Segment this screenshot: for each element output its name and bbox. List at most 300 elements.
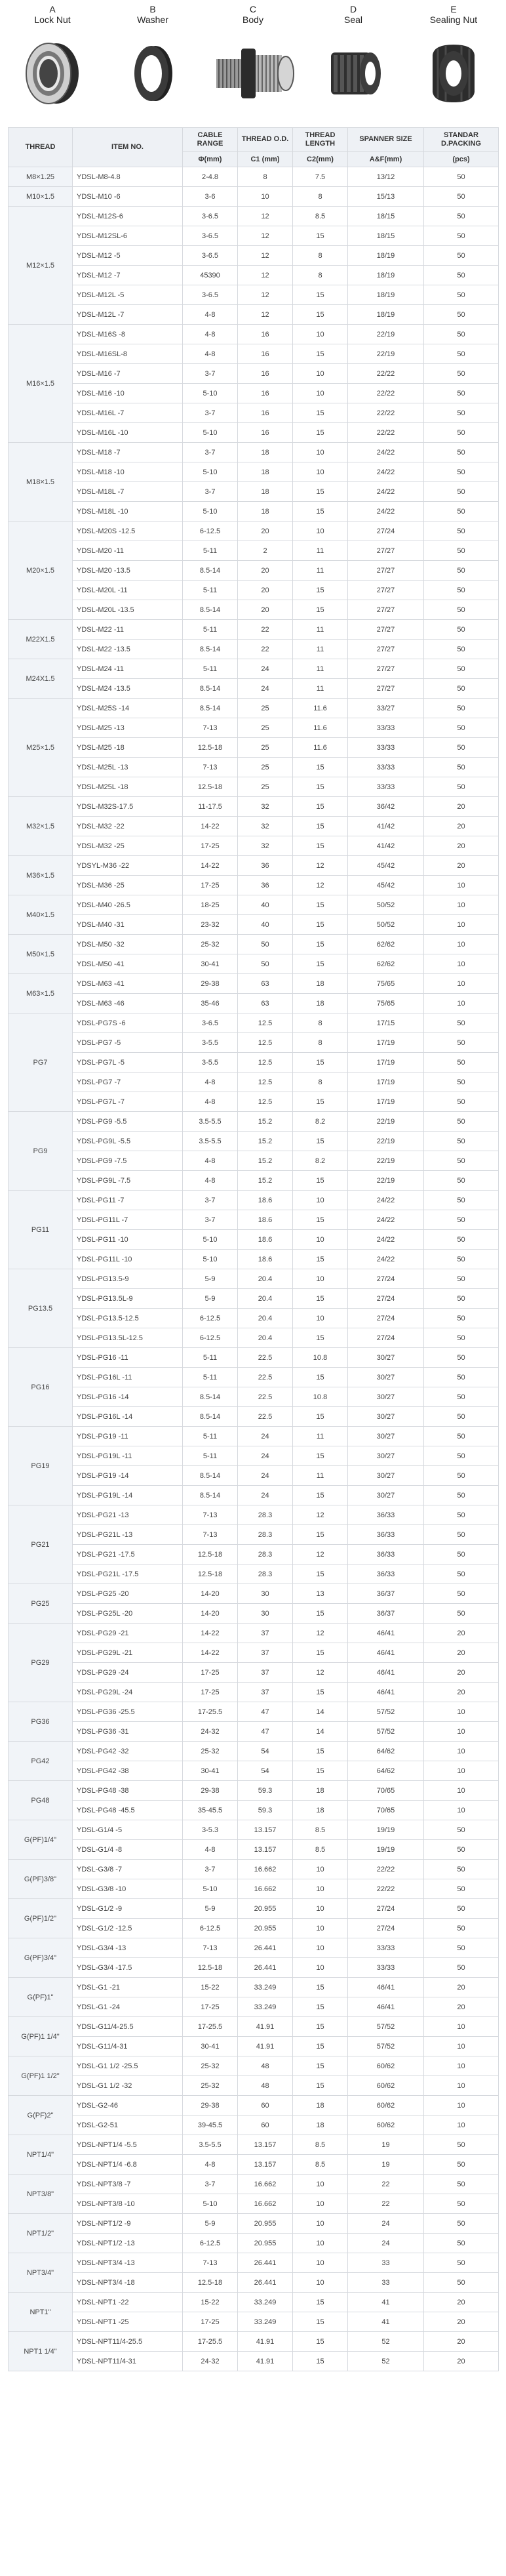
table-row	[9, 266, 499, 285]
table-row	[9, 246, 499, 266]
cable-range-cell: 7-13	[183, 1525, 238, 1545]
table-row	[9, 640, 499, 659]
item-no-cell: YDSL-PG11 -10	[73, 1230, 183, 1250]
header-cable-range: CABLE RANGE	[183, 128, 238, 152]
thread-length-cell: 8.5	[293, 207, 348, 226]
thread-length-cell: 10	[293, 462, 348, 482]
item-no-cell: YDSL-G1 1/2 -32	[73, 2076, 183, 2096]
item-no-cell: YDSL-PG7 -5	[73, 1033, 183, 1053]
cable-range-cell: 25-32	[183, 2056, 238, 2076]
table-row	[9, 403, 499, 423]
thread-od-cell: 15.2	[238, 1171, 293, 1191]
spanner-size-cell: 19/19	[348, 1820, 424, 1840]
packing-cell: 50	[424, 1446, 499, 1466]
packing-cell: 50	[424, 640, 499, 659]
packing-cell: 20	[424, 1978, 499, 1997]
thread-od-cell: 26.441	[238, 2253, 293, 2273]
thread-od-cell: 12	[238, 226, 293, 246]
spanner-size-cell: 27/24	[348, 521, 424, 541]
spanner-size-cell: 24/22	[348, 1230, 424, 1250]
table-row	[9, 1446, 499, 1466]
packing-cell: 20	[424, 797, 499, 817]
packing-cell: 50	[424, 1132, 499, 1151]
component-c	[207, 4, 299, 115]
unit-spanner: A&F(mm)	[348, 152, 424, 167]
thread-od-cell: 16.662	[238, 2175, 293, 2194]
item-no-cell: YDSL-M18 -7	[73, 443, 183, 462]
packing-cell: 50	[424, 1112, 499, 1132]
packing-cell: 50	[424, 2194, 499, 2214]
cable-range-cell: 14-22	[183, 1624, 238, 1643]
thread-cell: NPT3/8"	[9, 2175, 73, 2214]
item-no-cell: YDSL-M24 -11	[73, 659, 183, 679]
item-no-cell: YDSL-PG13.5-9	[73, 1269, 183, 1289]
table-row	[9, 659, 499, 679]
spanner-size-cell: 27/27	[348, 541, 424, 561]
thread-length-cell: 10	[293, 1958, 348, 1978]
thread-od-cell: 20.4	[238, 1289, 293, 1309]
spanner-size-cell: 52	[348, 2352, 424, 2371]
spanner-size-cell: 22/19	[348, 1132, 424, 1151]
table-row	[9, 620, 499, 640]
table-row	[9, 856, 499, 876]
thread-od-cell: 25	[238, 718, 293, 738]
spanner-size-cell: 27/27	[348, 640, 424, 659]
thread-cell: PG16	[9, 1348, 73, 1427]
spanner-size-cell: 75/65	[348, 994, 424, 1013]
thread-od-cell: 26.441	[238, 2273, 293, 2293]
cable-range-cell: 17-25	[183, 1997, 238, 2017]
item-no-cell: YDSL-PG25 -20	[73, 1584, 183, 1604]
packing-cell: 50	[424, 502, 499, 521]
item-no-cell: YDSL-M32 -22	[73, 817, 183, 836]
thread-length-cell: 10	[293, 364, 348, 384]
cable-range-cell: 5-11	[183, 541, 238, 561]
cable-range-cell: 3.5-5.5	[183, 1112, 238, 1132]
cable-range-cell: 3.5-5.5	[183, 2135, 238, 2155]
spanner-size-cell: 36/33	[348, 1545, 424, 1564]
cable-range-cell: 5-11	[183, 620, 238, 640]
table-row	[9, 1840, 499, 1860]
thread-length-cell: 12	[293, 1545, 348, 1564]
packing-cell: 50	[424, 1309, 499, 1328]
item-no-cell: YDSL-G1/4 -8	[73, 1840, 183, 1860]
table-row	[9, 1368, 499, 1387]
thread-length-cell: 11	[293, 620, 348, 640]
thread-length-cell: 8.5	[293, 1820, 348, 1840]
thread-od-cell: 16	[238, 364, 293, 384]
cable-range-cell: 8.5-14	[183, 640, 238, 659]
cable-range-cell: 12.5-18	[183, 738, 238, 758]
spanner-size-cell: 33	[348, 2253, 424, 2273]
thread-od-cell: 20.4	[238, 1269, 293, 1289]
cable-range-cell: 18-25	[183, 895, 238, 915]
item-no-cell: YDSL-PG29L -21	[73, 1643, 183, 1663]
item-no-cell: YDSL-G11/4-31	[73, 2037, 183, 2056]
thread-od-cell: 18	[238, 443, 293, 462]
cable-range-cell: 3.5-5.5	[183, 1132, 238, 1151]
spanner-size-cell: 27/27	[348, 659, 424, 679]
item-no-cell: YDSL-PG11 -7	[73, 1191, 183, 1210]
component-b	[107, 4, 199, 115]
thread-length-cell: 10	[293, 521, 348, 541]
thread-length-cell: 15	[293, 1486, 348, 1505]
packing-cell: 10	[424, 1742, 499, 1761]
item-no-cell: YDSL-PG19 -14	[73, 1466, 183, 1486]
thread-od-cell: 16.662	[238, 1879, 293, 1899]
spanner-size-cell: 27/24	[348, 1309, 424, 1328]
spanner-size-cell: 30/27	[348, 1427, 424, 1446]
cable-range-cell: 3-5.5	[183, 1053, 238, 1073]
thread-cell: PG11	[9, 1191, 73, 1269]
thread-od-cell: 18.6	[238, 1210, 293, 1230]
packing-cell: 50	[424, 620, 499, 640]
cable-range-cell: 30-41	[183, 2037, 238, 2056]
packing-cell: 50	[424, 187, 499, 207]
item-no-cell: YDSL-PG16 -14	[73, 1387, 183, 1407]
thread-cell: G(PF)1 1/2"	[9, 2056, 73, 2096]
thread-cell: M63×1.5	[9, 974, 73, 1013]
cable-range-cell: 5-10	[183, 1250, 238, 1269]
thread-od-cell: 33.249	[238, 1997, 293, 2017]
spanner-size-cell: 75/65	[348, 974, 424, 994]
spanner-size-cell: 22	[348, 2175, 424, 2194]
spanner-size-cell: 22/22	[348, 403, 424, 423]
cable-range-cell: 17-25	[183, 1683, 238, 1702]
table-row	[9, 2017, 499, 2037]
thread-od-cell: 22.5	[238, 1407, 293, 1427]
cable-range-cell: 14-22	[183, 856, 238, 876]
cable-range-cell: 5-9	[183, 1289, 238, 1309]
packing-cell: 10	[424, 954, 499, 974]
table-row	[9, 1309, 499, 1328]
table-row	[9, 502, 499, 521]
packing-cell: 50	[424, 1289, 499, 1309]
thread-length-cell: 12	[293, 856, 348, 876]
item-no-cell: YDSL-M25S -14	[73, 699, 183, 718]
thread-length-cell: 18	[293, 1781, 348, 1801]
thread-length-cell: 15	[293, 1250, 348, 1269]
thread-length-cell: 8	[293, 1073, 348, 1092]
table-row	[9, 2037, 499, 2056]
packing-cell: 50	[424, 1269, 499, 1289]
cable-range-cell: 5-10	[183, 384, 238, 403]
thread-od-cell: 12	[238, 305, 293, 325]
item-no-cell: YDSL-M63 -41	[73, 974, 183, 994]
thread-length-cell: 18	[293, 2096, 348, 2116]
cable-range-cell: 23-32	[183, 915, 238, 935]
thread-length-cell: 8	[293, 246, 348, 266]
item-no-cell: YDSL-PG11L -10	[73, 1250, 183, 1269]
cable-range-cell: 5-11	[183, 1368, 238, 1387]
packing-cell: 50	[424, 659, 499, 679]
thread-od-cell: 22.5	[238, 1348, 293, 1368]
cable-range-cell: 30-41	[183, 954, 238, 974]
thread-od-cell: 12.5	[238, 1053, 293, 1073]
thread-od-cell: 28.3	[238, 1545, 293, 1564]
spanner-size-cell: 30/27	[348, 1348, 424, 1368]
header-thread: THREAD	[9, 128, 73, 167]
thread-length-cell: 15	[293, 954, 348, 974]
table-row	[9, 915, 499, 935]
packing-cell: 50	[424, 364, 499, 384]
thread-length-cell: 10	[293, 1269, 348, 1289]
spanner-size-cell: 27/27	[348, 561, 424, 581]
component-e	[408, 4, 499, 115]
item-no-cell: YDSL-PG25L -20	[73, 1604, 183, 1624]
thread-od-cell: 33.249	[238, 2293, 293, 2312]
item-no-cell: YDSL-PG21 -17.5	[73, 1545, 183, 1564]
spanner-size-cell: 30/27	[348, 1407, 424, 1427]
thread-cell: M40×1.5	[9, 895, 73, 935]
component-label: E Sealing Nut	[429, 4, 478, 25]
table-row	[9, 1958, 499, 1978]
item-no-cell: YDSL-M18L -7	[73, 482, 183, 502]
spanner-size-cell: 46/41	[348, 1683, 424, 1702]
cable-range-cell: 4-8	[183, 305, 238, 325]
thread-od-cell: 20	[238, 600, 293, 620]
thread-cell: M10×1.5	[9, 187, 73, 207]
thread-od-cell: 24	[238, 1427, 293, 1446]
item-no-cell: YDSL-M20S -12.5	[73, 521, 183, 541]
table-row	[9, 954, 499, 974]
item-no-cell: YDSL-M10 -6	[73, 187, 183, 207]
spanner-size-cell: 33/33	[348, 1938, 424, 1958]
table-row	[9, 1801, 499, 1820]
table-row	[9, 364, 499, 384]
packing-cell: 20	[424, 1663, 499, 1683]
spanner-size-cell: 27/27	[348, 581, 424, 600]
header-thread-length: THREAD LENGTH	[293, 128, 348, 152]
item-no-cell: YDSL-PG19L -14	[73, 1486, 183, 1505]
item-no-cell: YDSL-M20 -13.5	[73, 561, 183, 581]
thread-cell: M24X1.5	[9, 659, 73, 699]
table-row	[9, 1624, 499, 1643]
thread-cell: PG9	[9, 1112, 73, 1191]
spanner-size-cell: 24	[348, 2214, 424, 2234]
spanner-size-cell: 18/19	[348, 246, 424, 266]
spanner-size-cell: 24/22	[348, 443, 424, 462]
spanner-size-cell: 50/52	[348, 915, 424, 935]
table-row	[9, 561, 499, 581]
table-row	[9, 1702, 499, 1722]
thread-cell: G(PF)1 1/4"	[9, 2017, 73, 2056]
cable-range-cell: 17-25	[183, 1663, 238, 1683]
thread-od-cell: 36	[238, 856, 293, 876]
item-no-cell: YDSL-PG36 -25.5	[73, 1702, 183, 1722]
table-row	[9, 1781, 499, 1801]
thread-od-cell: 13.157	[238, 2155, 293, 2175]
table-row	[9, 1938, 499, 1958]
components-header	[0, 0, 506, 115]
packing-cell: 50	[424, 1427, 499, 1446]
thread-length-cell: 15	[293, 1053, 348, 1073]
thread-cell: PG7	[9, 1013, 73, 1112]
thread-length-cell: 15	[293, 2293, 348, 2312]
spanner-size-cell: 57/52	[348, 2017, 424, 2037]
packing-cell: 20	[424, 2312, 499, 2332]
thread-length-cell: 15	[293, 1978, 348, 1997]
table-header-row	[9, 128, 499, 152]
thread-od-cell: 16	[238, 384, 293, 403]
spanner-size-cell: 17/19	[348, 1073, 424, 1092]
spanner-size-cell: 62/62	[348, 935, 424, 954]
item-no-cell: YDSL-M24 -13.5	[73, 679, 183, 699]
thread-cell: G(PF)1/4"	[9, 1820, 73, 1860]
table-row	[9, 462, 499, 482]
item-no-cell: YDSL-G2-51	[73, 2116, 183, 2135]
thread-od-cell: 32	[238, 797, 293, 817]
thread-length-cell: 7.5	[293, 167, 348, 187]
thread-od-cell: 28.3	[238, 1564, 293, 1584]
component-label: D Seal	[343, 4, 363, 25]
packing-cell: 50	[424, 1407, 499, 1427]
item-no-cell: YDSL-G3/8 -7	[73, 1860, 183, 1879]
thread-od-cell: 16	[238, 325, 293, 344]
thread-od-cell: 16	[238, 344, 293, 364]
item-no-cell: YDSL-G2-46	[73, 2096, 183, 2116]
item-no-cell: YDSL-M22 -11	[73, 620, 183, 640]
item-no-cell: YDSL-M25L -18	[73, 777, 183, 797]
table-row	[9, 1112, 499, 1132]
header-packing: STANDAR D.PACKING	[424, 128, 499, 152]
table-row	[9, 1210, 499, 1230]
thread-od-cell: 32	[238, 817, 293, 836]
cable-range-cell: 35-45.5	[183, 1801, 238, 1820]
table-row	[9, 2155, 499, 2175]
packing-cell: 50	[424, 2135, 499, 2155]
thread-od-cell: 18	[238, 502, 293, 521]
spanner-size-cell: 33/33	[348, 718, 424, 738]
thread-length-cell: 15	[293, 935, 348, 954]
spanner-size-cell: 17/19	[348, 1033, 424, 1053]
thread-length-cell: 10	[293, 325, 348, 344]
packing-cell: 50	[424, 167, 499, 187]
thread-od-cell: 41.91	[238, 2332, 293, 2352]
item-no-cell: YDSL-PG13.5L-9	[73, 1289, 183, 1309]
thread-cell: PG42	[9, 1742, 73, 1781]
spanner-size-cell: 45/42	[348, 876, 424, 895]
thread-od-cell: 18.6	[238, 1230, 293, 1250]
table-row	[9, 1505, 499, 1525]
table-row	[9, 1387, 499, 1407]
cable-range-cell: 7-13	[183, 1505, 238, 1525]
cable-range-cell: 5-11	[183, 1446, 238, 1466]
spanner-size-cell: 57/52	[348, 1702, 424, 1722]
packing-cell: 50	[424, 1348, 499, 1368]
item-no-cell: YDSL-PG21 -13	[73, 1505, 183, 1525]
item-no-cell: YDSL-PG21L -17.5	[73, 1564, 183, 1584]
unit-packing: (pcs)	[424, 152, 499, 167]
item-no-cell: YDSL-M12L -5	[73, 285, 183, 305]
thread-length-cell: 18	[293, 974, 348, 994]
thread-length-cell: 15	[293, 2037, 348, 2056]
spanner-size-cell: 36/33	[348, 1505, 424, 1525]
table-row	[9, 1722, 499, 1742]
thread-length-cell: 10	[293, 1230, 348, 1250]
item-no-cell: YDSL-PG36 -31	[73, 1722, 183, 1742]
item-no-cell: YDSL-M18L -10	[73, 502, 183, 521]
header-item: ITEM NO.	[73, 128, 183, 167]
item-no-cell: YDSL-NPT1/4 -6.8	[73, 2155, 183, 2175]
thread-od-cell: 20.4	[238, 1328, 293, 1348]
item-no-cell: YDSL-PG9L -5.5	[73, 1132, 183, 1151]
item-no-cell: YDSL-PG48 -45.5	[73, 1801, 183, 1820]
thread-length-cell: 15	[293, 581, 348, 600]
thread-od-cell: 37	[238, 1663, 293, 1683]
cable-range-cell: 17-25	[183, 836, 238, 856]
cable-range-cell: 7-13	[183, 718, 238, 738]
cable-range-cell: 3-5.3	[183, 1820, 238, 1840]
thread-od-cell: 20.955	[238, 1919, 293, 1938]
thread-od-cell: 22.5	[238, 1387, 293, 1407]
thread-length-cell: 15	[293, 836, 348, 856]
table-row	[9, 1092, 499, 1112]
thread-od-cell: 20.955	[238, 2234, 293, 2253]
spanner-size-cell: 41	[348, 2293, 424, 2312]
packing-cell: 10	[424, 1702, 499, 1722]
thread-length-cell: 15	[293, 226, 348, 246]
thread-cell: G(PF)1"	[9, 1978, 73, 2017]
cable-range-cell: 4-8	[183, 1073, 238, 1092]
thread-cell: M12×1.5	[9, 207, 73, 325]
thread-od-cell: 59.3	[238, 1801, 293, 1820]
table-row	[9, 1348, 499, 1368]
packing-cell: 20	[424, 1683, 499, 1702]
cable-range-cell: 8.5-14	[183, 1466, 238, 1486]
item-no-cell: YDSL-M16L -10	[73, 423, 183, 443]
thread-length-cell: 12	[293, 1624, 348, 1643]
spanner-size-cell: 33	[348, 2273, 424, 2293]
spanner-size-cell: 22/19	[348, 1112, 424, 1132]
table-row	[9, 1328, 499, 1348]
table-row	[9, 1053, 499, 1073]
table-row	[9, 1466, 499, 1486]
thread-length-cell: 8.5	[293, 2135, 348, 2155]
item-no-cell: YDSL-NPT11/4-25.5	[73, 2332, 183, 2352]
thread-od-cell: 41.91	[238, 2017, 293, 2037]
packing-cell: 50	[424, 777, 499, 797]
packing-cell: 50	[424, 2214, 499, 2234]
table-row	[9, 1604, 499, 1624]
item-no-cell: YDSL-PG11L -7	[73, 1210, 183, 1230]
thread-length-cell: 15	[293, 1368, 348, 1387]
table-row	[9, 1407, 499, 1427]
packing-cell: 50	[424, 1505, 499, 1525]
thread-length-cell: 11.6	[293, 738, 348, 758]
packing-cell: 50	[424, 1919, 499, 1938]
cable-range-cell: 5-10	[183, 2194, 238, 2214]
thread-cell: M16×1.5	[9, 325, 73, 443]
item-no-cell: YDSL-M16SL-8	[73, 344, 183, 364]
item-no-cell: YDSL-PG19 -11	[73, 1427, 183, 1446]
cable-range-cell: 8.5-14	[183, 1407, 238, 1427]
table-row	[9, 2253, 499, 2273]
spanner-size-cell: 57/52	[348, 2037, 424, 2056]
unit-cable: Φ(mm)	[183, 152, 238, 167]
thread-length-cell: 12	[293, 1505, 348, 1525]
thread-od-cell: 50	[238, 954, 293, 974]
table-row	[9, 1643, 499, 1663]
packing-cell: 10	[424, 935, 499, 954]
table-row	[9, 1860, 499, 1879]
item-no-cell: YDSL-PG48 -38	[73, 1781, 183, 1801]
spanner-size-cell: 27/24	[348, 1919, 424, 1938]
thread-od-cell: 2	[238, 541, 293, 561]
thread-cell: NPT1/2"	[9, 2214, 73, 2253]
thread-od-cell: 12	[238, 246, 293, 266]
table-row	[9, 600, 499, 620]
